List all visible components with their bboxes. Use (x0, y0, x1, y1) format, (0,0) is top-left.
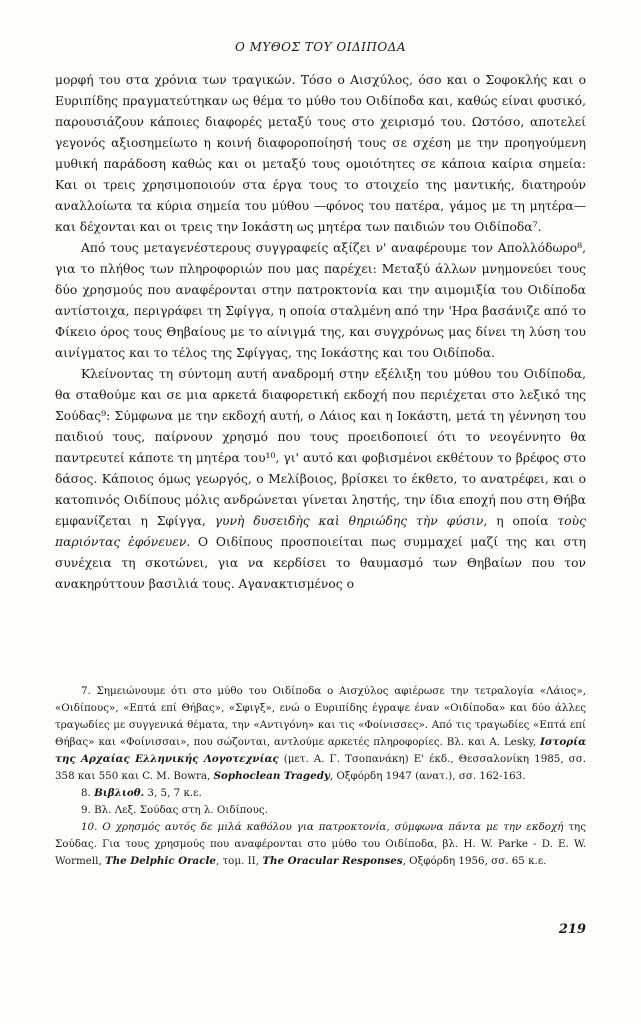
footnote-10-title-2: The Oracular Responses (262, 855, 403, 867)
quote-suda-2: τοὺς παριόντας ἐφόνευεν (55, 514, 586, 549)
footnote-9: 9. Βλ. Λεξ. Σούδας στη λ. Οιδίπους. (81, 804, 268, 816)
paragraph-3-text-c: . Ο Οιδίπους προσποιείται πως συμμαχεί μαζί της και στη συνέχεια τη σκοτώνει, για να κερδίσει το θαυμασμό των Θηβαίων που τον ανακηρύττουν βασιλιά τους. Αγανακτισμένος ο (55, 535, 586, 591)
main-text (55, 70, 586, 595)
footnote-10-title-1: The Delphic Oracle (105, 855, 216, 867)
footnote-8-text-a: 8. (81, 787, 95, 799)
paragraph-3 (55, 364, 586, 595)
paragraph-3-text-a: Κλείνοντας τη σύντομη αυτή αναδρομή στην εξέλιξη του μύθου του Οιδίποδα, θα σταθούμε και σε μια αρκετά διαφορετική εκδοχή που περιέχεται στο λεξικό της Σούδας⁹: Σύμφωνα με την εκδοχή αυτή, ο Λάιος και η Ιοκάστη, μετά τη γέννηση του παιδιού τους, παίρνουν χρησμό που τους προειδοποιεί ότι το νεογέννητο θα παντρευτεί κάποτε τη μητέρα του¹⁰, γι' αυτό και φοβισμένοι εκθέτουν το βρέφος στο δάσος. Κάποιος όμως γεωργός, ο Μελίβοιος, βρίσκει το έκθετο, το ανατρέφει, και ο κατοπινός Οιδίπους μόλις ανδρώνεται γίνεται ληστής, την ίδια εποχή που στη Θήβα εμφανίζεται η Σφίγγα, (55, 367, 586, 528)
quote-suda-1: γυνὴ δυσειδὴς καὶ θηριώδης τὴν φύσιν (214, 514, 484, 528)
running-head: Ο ΜΥΘΟΣ ΤΟΥ ΟΙΔΙΠΟΔΑ (234, 40, 407, 54)
footnote-10-text-a: της Σούδας. Για τους χρησμούς που αναφέρονται στο μύθο του Οιδίποδα, βλ. H. W. Parke - D. E. W. Wormell, (55, 821, 586, 867)
footnote-10-text-b: , τομ. ΙΙ, (215, 855, 263, 867)
page-number: 219 (558, 922, 586, 937)
footnote-7-text-a: 7. Σημειώνουμε ότι στο μύθο του Οιδίποδα ο Αισχύλος αφιέρωσε την τετραλογία «Λάιος», «Οιδίπους», «Επτά επί Θήβας», «Σφιγξ», ενώ ο Ευριπίδης έγραψε έναν «Οιδίποδα» και δύο άλλες τραγωδίες με συγγενικά θέματα, την «Αντιγόνη» και τις «Φοίνισσες». Από τις τραγωδίες «Επτά επί Θήβας» και «Φοίνισσαι», που σώζονται, αντλούμε αρκετές πληροφορίες. Βλ. και A. Lesky, (55, 685, 586, 748)
footnote-7-text-c: , Οξφόρδη 1947 (ανατ.), σσ. 162-163. (329, 770, 526, 782)
footnote-8-text-b: 3, 5, 7 κ.ε. (144, 787, 202, 799)
footnote-8 (55, 785, 586, 802)
footnote-8-title: Βιβλιοθ. (94, 787, 145, 799)
footnote-10-text-c: , Οξφόρδη 1956, σσ. 65 κ.ε. (402, 855, 547, 867)
footnote-7-text-b: (μετ. Α. Γ. Τσοπανάκη) Ε' έκδ., Θεσσαλονίκη 1985, σσ. 358 και 550 και C. M. Bowra, (55, 753, 587, 782)
paragraph-3-text-b: , η οποία (483, 514, 558, 528)
footnote-7-title-2: Sophoclean Tragedy (213, 770, 330, 782)
footnote-7-title-1: Ιστορία της Αρχαίας Ελληνικής Λογοτεχνίας (55, 736, 586, 765)
paragraph-2: Από τους μεταγενέστερους συγγραφείς αξίζει ν' αναφέρουμε τον Απολλόδωρο⁸, για το πλήθος των πληροφοριών που μας παρέχει: Μεταξύ άλλων μνημονεύει τους δύο χρησμούς που αναφέρονται στην πατροκτονία και την αιμομιξία του Οιδίποδα αντίστοιχα, περιγράφει τη Σφίγγα, η οποία σταλμένη από την 'Ηρα βασάνιζε από το Φίκειο όρος τους Θηβαίους με το αίνιγμά της, και συγχρόνως μας δίνει τη λύση του αινίγματος και το τέλος της Σφίγγας, της Ιοκάστης και του Οιδίποδα. (55, 241, 586, 360)
paragraph-1: μορφή του στα χρόνια των τραγικών. Τόσο ο Αισχύλος, όσο και ο Σοφοκλής και ο Ευριπίδης πραγματεύτηκαν ως θέμα το μύθο του Οιδίποδα και, καθώς είναι φυσικό, παρουσιάζουν κάποιες διαφορές μεταξύ τους στο χειρισμό του. Ωστόσο, αποτελεί γεγονός αξιοσημείωτο η κοινή διαφοροποίησή τους σε σχέση με την προηγούμενη μυθική παράδοση καθώς και οι μεταξύ τους ομοιότητες σε κάποια καίρια σημεία: Και οι τρεις χρησιμοποιούν στα έργα τους το στοιχείο της μαντικής, διατηρούν αναλλοίωτα τα κύρια σημεία του μύθου —φόνος του πατέρα, γάμος με τη μητέρα— και δέχονται και οι τρεις την Ιοκάστη ως μητέρα των παιδιών του Οιδίποδα⁷. (55, 73, 586, 234)
footnote-10-handwritten: 10. Ο χρησμός αυτός δε μιλά καθόλου για πατροκτονία, σύμφωνα πάντα με την εκδοχή (81, 821, 564, 833)
footnotes (55, 683, 586, 870)
footnote-7 (55, 683, 586, 785)
footnote-10 (55, 819, 586, 870)
